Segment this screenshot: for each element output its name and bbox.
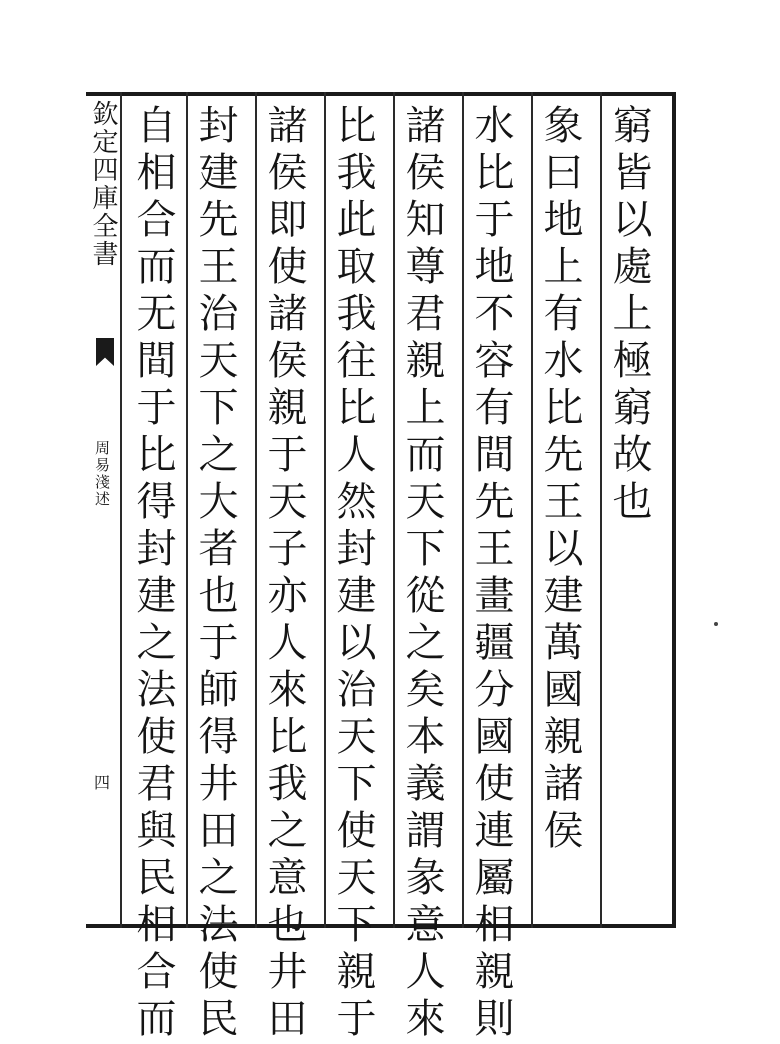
page-number: 四 <box>94 773 111 792</box>
text-column: 水比于地不容有間先王畫疆分國使連屬相親則 <box>468 104 514 1044</box>
text-column: 諸侯知尊君親上而天下從之矣本義謂彖意人來 <box>399 104 445 1044</box>
column-rule <box>462 92 464 928</box>
column-rule <box>255 92 257 928</box>
column-rule <box>186 92 188 928</box>
text-column: 封建先王治天下之大者也于師得井田之法使民 <box>192 104 238 1044</box>
column-rule <box>393 92 395 928</box>
book-title: 欽定四庫全書 <box>88 100 118 268</box>
column-rule <box>531 92 533 928</box>
column-rule <box>324 92 326 928</box>
volume-title: 周易淺述 <box>93 440 111 508</box>
column-rule <box>120 92 122 928</box>
ink-speck <box>714 622 718 626</box>
text-column: 窮皆以處上極窮故也 <box>606 104 652 527</box>
text-column: 象曰地上有水比先王以建萬國親諸侯 <box>537 104 583 856</box>
column-rule <box>600 92 602 928</box>
text-column: 自相合而无間于比得封建之法使君與民相合而 <box>130 104 176 1044</box>
text-column: 比我此取我往比人然封建以治天下使天下親于 <box>330 104 376 1044</box>
text-column: 諸侯即使諸侯親于天子亦人來比我之意也井田 <box>261 104 307 1044</box>
